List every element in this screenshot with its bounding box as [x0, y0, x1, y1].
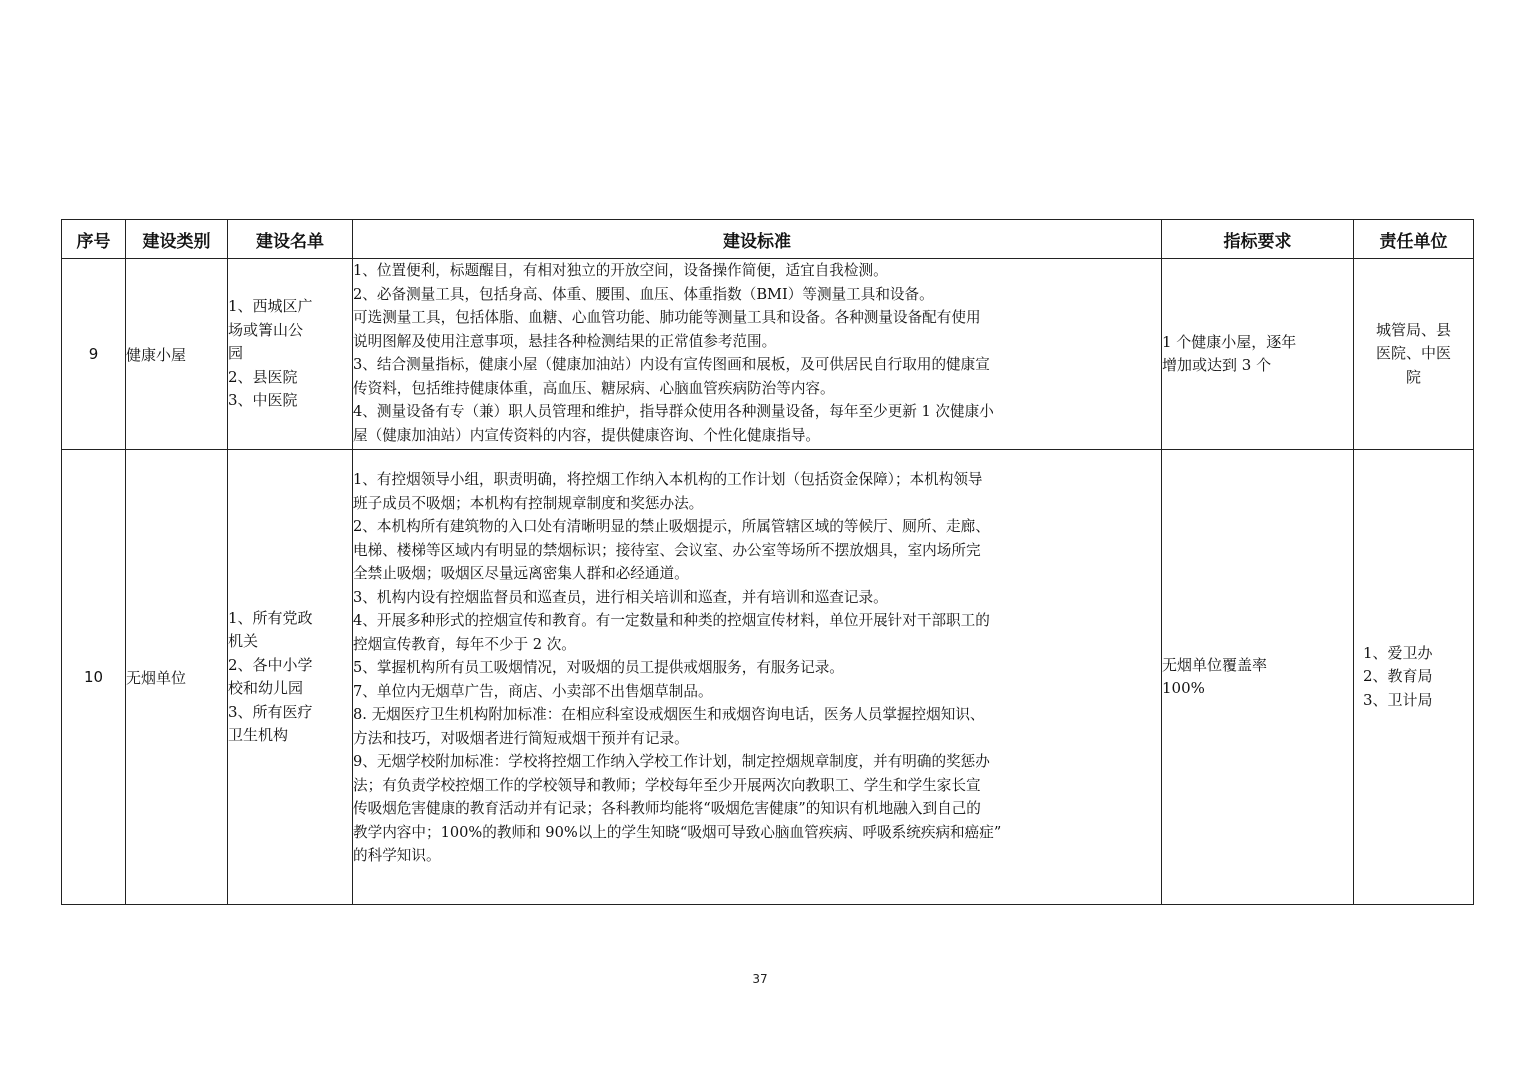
list-line: 卫生机构 — [228, 726, 289, 744]
list-line: 3、中医院 — [228, 391, 298, 410]
standard-line: 2、必备测量工具，包括身高、体重、腰围、血压、体重指数（BMI）等测量工具和设备。 — [353, 285, 934, 303]
construction-list — [228, 259, 353, 450]
standard-line: 传资料，包括维持健康体重，高血压、糖尿病、心脑血管疾病防治等内容。 — [353, 379, 835, 397]
requirement-line: 无烟单位覆盖率 — [1162, 655, 1268, 674]
standard-line: 2、本机构所有建筑物的入口处有清晰明显的禁止吸烟提示，所属管辖区域的等候厅、厕所、走廊、 — [353, 518, 990, 535]
standard-line: 控烟宣传教育，每年不少于 2 次。 — [353, 635, 576, 653]
standard-line: 4、开展多种形式的控烟宣传和教育。有一定数量和种类的控烟宣传材料，单位开展针对干部职工的 — [353, 612, 990, 629]
list-line: 1、西城区广 — [228, 297, 313, 316]
responsible-unit — [1354, 259, 1474, 450]
header-category: 建设类别 — [126, 220, 228, 259]
header-responsible: 责任单位 — [1354, 220, 1474, 259]
standard-line: 8. 无烟医疗卫生机构附加标准：在相应科室设戒烟医生和戒烟咨询电话，医务人员掌握控烟知识、 — [353, 706, 985, 723]
requirement-line: 100% — [1162, 679, 1205, 697]
requirement-line: 1 个健康小屋，逐年 — [1162, 332, 1297, 351]
list-line: 校和幼儿园 — [228, 679, 304, 697]
list-line: 机关 — [228, 632, 259, 650]
standard-line: 班子成员不吸烟；本机构有控制规章制度和奖惩办法。 — [353, 494, 704, 512]
responsible-line: 3、卫计局 — [1363, 690, 1433, 709]
standard-line: 3、结合测量指标，健康小屋（健康加油站）内设有宣传图画和展板，及可供居民自行取用的健康宣 — [353, 356, 990, 373]
standard-line: 可选测量工具，包括体脂、血糖、心血管功能、肺功能等测量工具和设备。各种测量设备配有使用 — [353, 309, 981, 326]
responsible-line: 院 — [1405, 367, 1421, 386]
responsible-line: 城管局、县 — [1375, 320, 1451, 339]
header-standards: 建设标准 — [353, 220, 1162, 259]
table-row-9 — [62, 259, 1474, 450]
standard-line: 传吸烟危害健康的教育活动并有记录；各科教师均能将“吸烟危害健康”的知识有机地融入到自己的 — [353, 800, 981, 817]
standard-line: 5、掌握机构所有员工吸烟情况，对吸烟的员工提供戒烟服务，有服务记录。 — [353, 659, 844, 676]
standard-line: 的科学知识。 — [353, 847, 441, 864]
construction-category: 健康小屋 — [126, 259, 228, 450]
construction-category: 无烟单位 — [126, 450, 228, 905]
standard-line: 电梯、楼梯等区域内有明显的禁烟标识；接待室、会议室、办公室等场所不摆放烟具，室内场所完 — [353, 541, 981, 559]
construction-standards — [353, 259, 1162, 450]
header-requirement: 指标要求 — [1162, 220, 1354, 259]
standards-table — [61, 219, 1474, 905]
standard-line: 法；有负责学校控烟工作的学校领导和教师；学校每年至少开展两次向教职工、学生和学生家长宣 — [353, 776, 981, 794]
list-line: 2、县医院 — [228, 367, 298, 386]
standard-line: 9、无烟学校附加标准：学校将控烟工作纳入学校工作计划，制定控烟规章制度，并有明确的奖惩办 — [353, 753, 990, 770]
standard-line: 全禁止吸烟；吸烟区尽量远离密集人群和必经通道。 — [353, 565, 689, 582]
standard-line: 屋（健康加油站）内宣传资料的内容，提供健康咨询、个性化健康指导。 — [353, 426, 821, 444]
requirement-line: 增加或达到 3 个 — [1162, 356, 1272, 374]
header-row — [62, 220, 1474, 259]
indicator-requirement — [1162, 259, 1354, 450]
standard-line: 4、测量设备有专（兼）职人员管理和维护，指导群众使用各种测量设备，每年至少更新 1 次健康小 — [353, 403, 994, 420]
responsible-line: 1、爱卫办 — [1363, 643, 1433, 662]
standard-line: 3、机构内设有控烟监督员和巡查员，进行相关培训和巡查，并有培训和巡查记录。 — [353, 588, 888, 606]
list-line: 场或箐山公 — [228, 320, 304, 339]
construction-standards — [353, 450, 1162, 905]
responsible-line: 医院、中医 — [1375, 344, 1451, 363]
standard-line: 1、位置便利，标题醒目，有相对独立的开放空间，设备操作简便，适宜自我检测。 — [353, 262, 888, 279]
table-row-10 — [62, 450, 1474, 905]
header-no: 序号 — [62, 220, 126, 259]
row-number: 10 — [62, 450, 126, 905]
standard-line: 7、单位内无烟草广告，商店、小卖部不出售烟草制品。 — [353, 682, 713, 700]
responsible-unit — [1354, 450, 1474, 905]
standard-line: 教学内容中；100%的教师和 90%以上的学生知晓“吸烟可导致心脑血管疾病、呼吸系统疾病和癌症” — [353, 823, 1002, 841]
row-number: 9 — [62, 259, 126, 450]
standard-line: 1、有控烟领导小组，职责明确，将控烟工作纳入本机构的工作计划（包括资金保障）；本机构领导 — [353, 471, 983, 488]
indicator-requirement — [1162, 450, 1354, 905]
page-number: 37 — [752, 972, 768, 986]
construction-list — [228, 450, 353, 905]
list-line: 2、各中小学 — [228, 655, 313, 674]
standard-line: 说明图解及使用注意事项，悬挂各种检测结果的正常值参考范围。 — [353, 332, 777, 350]
standard-line: 方法和技巧，对吸烟者进行简短戒烟干预并有记录。 — [353, 729, 689, 747]
list-line: 1、所有党政 — [228, 608, 313, 627]
list-line: 园 — [228, 344, 244, 363]
header-names: 建设名单 — [228, 220, 353, 259]
responsible-line: 2、教育局 — [1363, 667, 1433, 686]
list-line: 3、所有医疗 — [228, 702, 313, 721]
